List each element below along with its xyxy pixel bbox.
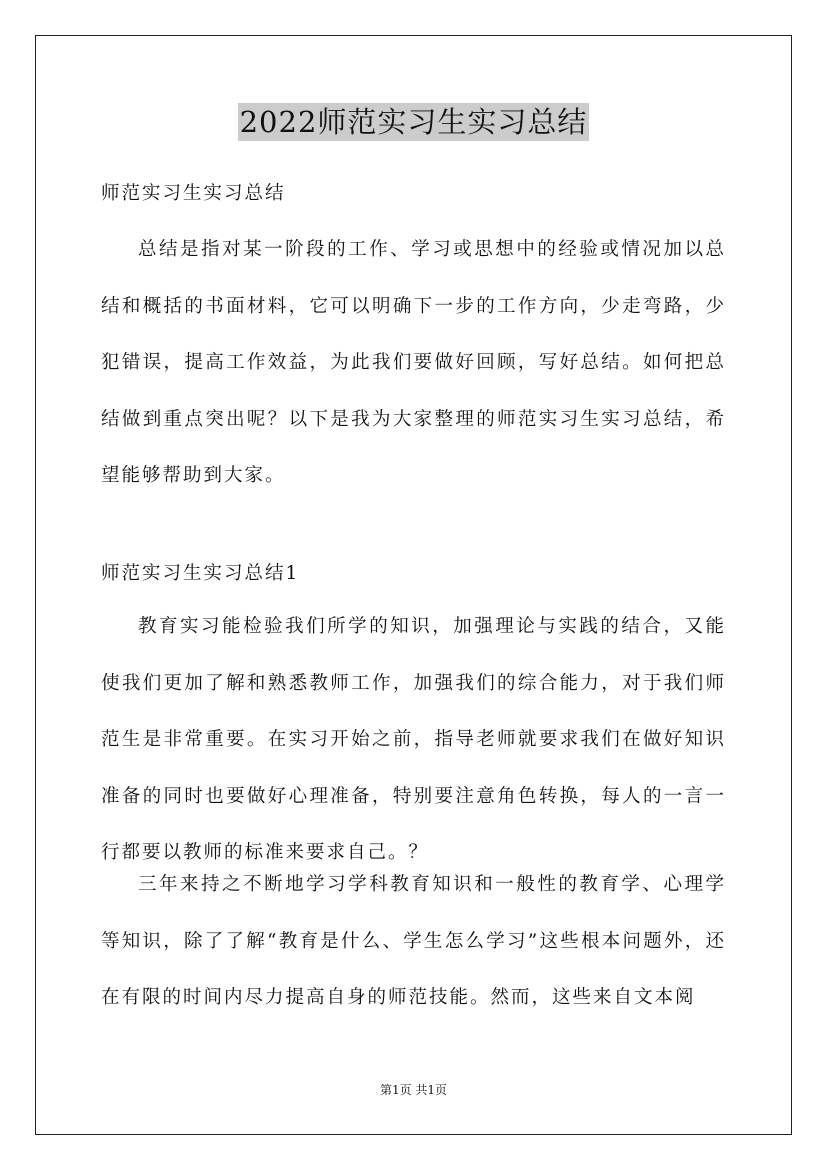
document-title [0,103,827,141]
intro-paragraph: 总结是指对某一阶段的工作、学习或思想中的经验或情况加以总结和概括的书面材料，它可以明确下一步的工作方向，少走弯路，少犯错误，提高工作效益，为此我们要做好回顾，写好总结。如何把总结做到重点突出呢？以下是我为大家整理的师范实习生实习总结，希望能够帮助到大家。 [101,239,726,486]
section-paragraph: 教育实习能检验我们所学的知识，加强理论与实践的结合，又能使我们更加了解和熟悉教师工作，加强我们的综合能力，对于我们师范生是非常重要。在实习开始之前，指导老师就要求我们在做好知识准备的同时也要做好心理准备，特别要注意角色转换，每人的一言一行都要以教师的标准来要求自己。？ [101,616,726,863]
section-paragraph: 三年来持之不断地学习学科教育知识和一般性的教育学、心理学等知识，除了了解“教育是什么、学生怎么学习”这些根本问题外，还在有限的时间内尽力提高自身的师范技能。然而，这些来自文本阅 [101,874,726,1008]
section-heading: 师范实习生实习总结1 [101,563,300,584]
document-title-text: 2022师范实习生实习总结 [239,105,588,139]
page-number: 第1页 共1页 [379,1083,448,1097]
subheading: 师范实习生实习总结 [101,183,286,204]
